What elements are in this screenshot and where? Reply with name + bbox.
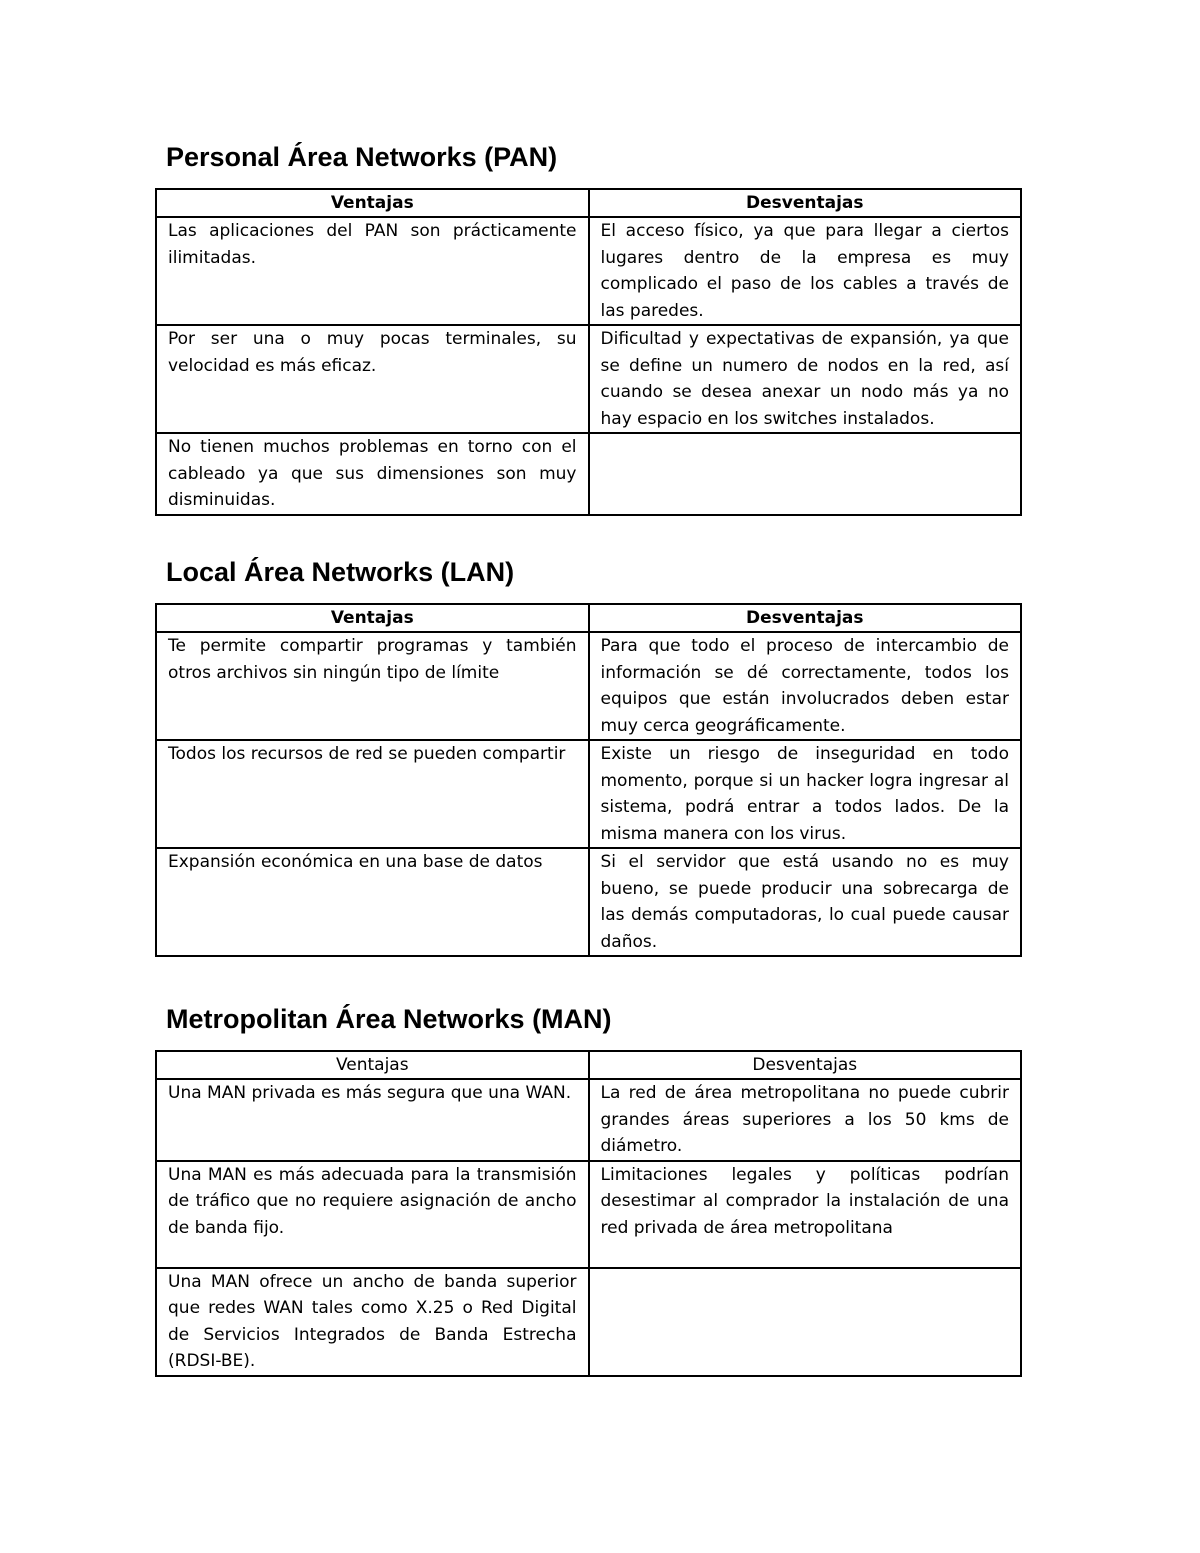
header-ventajas: Ventajas bbox=[156, 1051, 589, 1079]
table-row bbox=[156, 217, 1021, 325]
table-row bbox=[156, 433, 1021, 515]
ventaja-cell: Una MAN es más adecuada para la transmisión de tráfico que no requiere asignación de ancho de banda fijo. bbox=[156, 1161, 589, 1268]
desventaja-cell bbox=[589, 1268, 1022, 1376]
ventaja-cell: Todos los recursos de red se pueden compartir bbox=[156, 740, 589, 848]
lan-title: Local Área Networks (LAN) bbox=[166, 557, 515, 587]
pan-title: Personal Área Networks (PAN) bbox=[166, 142, 558, 172]
desventaja-cell: Limitaciones legales y políticas podrían desestimar al comprador la instalación de una red privada de área metropolitana bbox=[589, 1161, 1022, 1268]
table-header-row bbox=[156, 189, 1021, 217]
ventaja-cell: Las aplicaciones del PAN son prácticamente ilimitadas. bbox=[156, 217, 589, 325]
man-table bbox=[155, 1050, 1022, 1377]
table-row bbox=[156, 1268, 1021, 1376]
desventaja-cell: Para que todo el proceso de intercambio de información se dé correctamente, todos los equipos que están involucrados deben estar muy cerca geográficamente. bbox=[589, 632, 1022, 740]
man-title: Metropolitan Área Networks (MAN) bbox=[166, 1004, 612, 1034]
desventaja-cell: Si el servidor que está usando no es muy bueno, se puede producir una sobrecarga de las demás computadoras, lo cual puede causar daños. bbox=[589, 848, 1022, 956]
table-row bbox=[156, 1161, 1021, 1268]
desventaja-cell: La red de área metropolitana no puede cubrir grandes áreas superiores a los 50 kms de diámetro. bbox=[589, 1079, 1022, 1161]
desventaja-cell: Existe un riesgo de inseguridad en todo momento, porque si un hacker logra ingresar al sistema, podrá entrar a todos lados. De la misma manera con los virus. bbox=[589, 740, 1022, 848]
ventaja-cell: Una MAN privada es más segura que una WAN. bbox=[156, 1079, 589, 1161]
header-ventajas: Ventajas bbox=[156, 604, 589, 632]
header-desventajas: Desventajas bbox=[589, 189, 1022, 217]
header-desventajas: Desventajas bbox=[589, 604, 1022, 632]
table-row bbox=[156, 848, 1021, 956]
table-row bbox=[156, 632, 1021, 740]
header-desventajas: Desventajas bbox=[589, 1051, 1022, 1079]
desventaja-cell bbox=[589, 433, 1022, 515]
table-row bbox=[156, 325, 1021, 433]
ventaja-cell: Una MAN ofrece un ancho de banda superior que redes WAN tales como X.25 o Red Digital de Servicios Integrados de Banda Estrecha (RDSI-BE). bbox=[156, 1268, 589, 1376]
desventaja-cell: Dificultad y expectativas de expansión, ya que se define un numero de nodos en la red, así cuando se desea anexar un nodo más ya no hay espacio en los switches instalados. bbox=[589, 325, 1022, 433]
ventaja-cell: Te permite compartir programas y también otros archivos sin ningún tipo de límite bbox=[156, 632, 589, 740]
pan-table bbox=[155, 188, 1022, 516]
desventaja-cell: El acceso físico, ya que para llegar a ciertos lugares dentro de la empresa es muy complicado el paso de los cables a través de las paredes. bbox=[589, 217, 1022, 325]
lan-table bbox=[155, 603, 1022, 957]
table-header-row bbox=[156, 604, 1021, 632]
header-ventajas: Ventajas bbox=[156, 189, 589, 217]
table-row bbox=[156, 1079, 1021, 1161]
ventaja-cell: Expansión económica en una base de datos bbox=[156, 848, 589, 956]
table-header-row bbox=[156, 1051, 1021, 1079]
table-row bbox=[156, 740, 1021, 848]
ventaja-cell: Por ser una o muy pocas terminales, su velocidad es más eficaz. bbox=[156, 325, 589, 433]
ventaja-cell: No tienen muchos problemas en torno con el cableado ya que sus dimensiones son muy disminuidas. bbox=[156, 433, 589, 515]
